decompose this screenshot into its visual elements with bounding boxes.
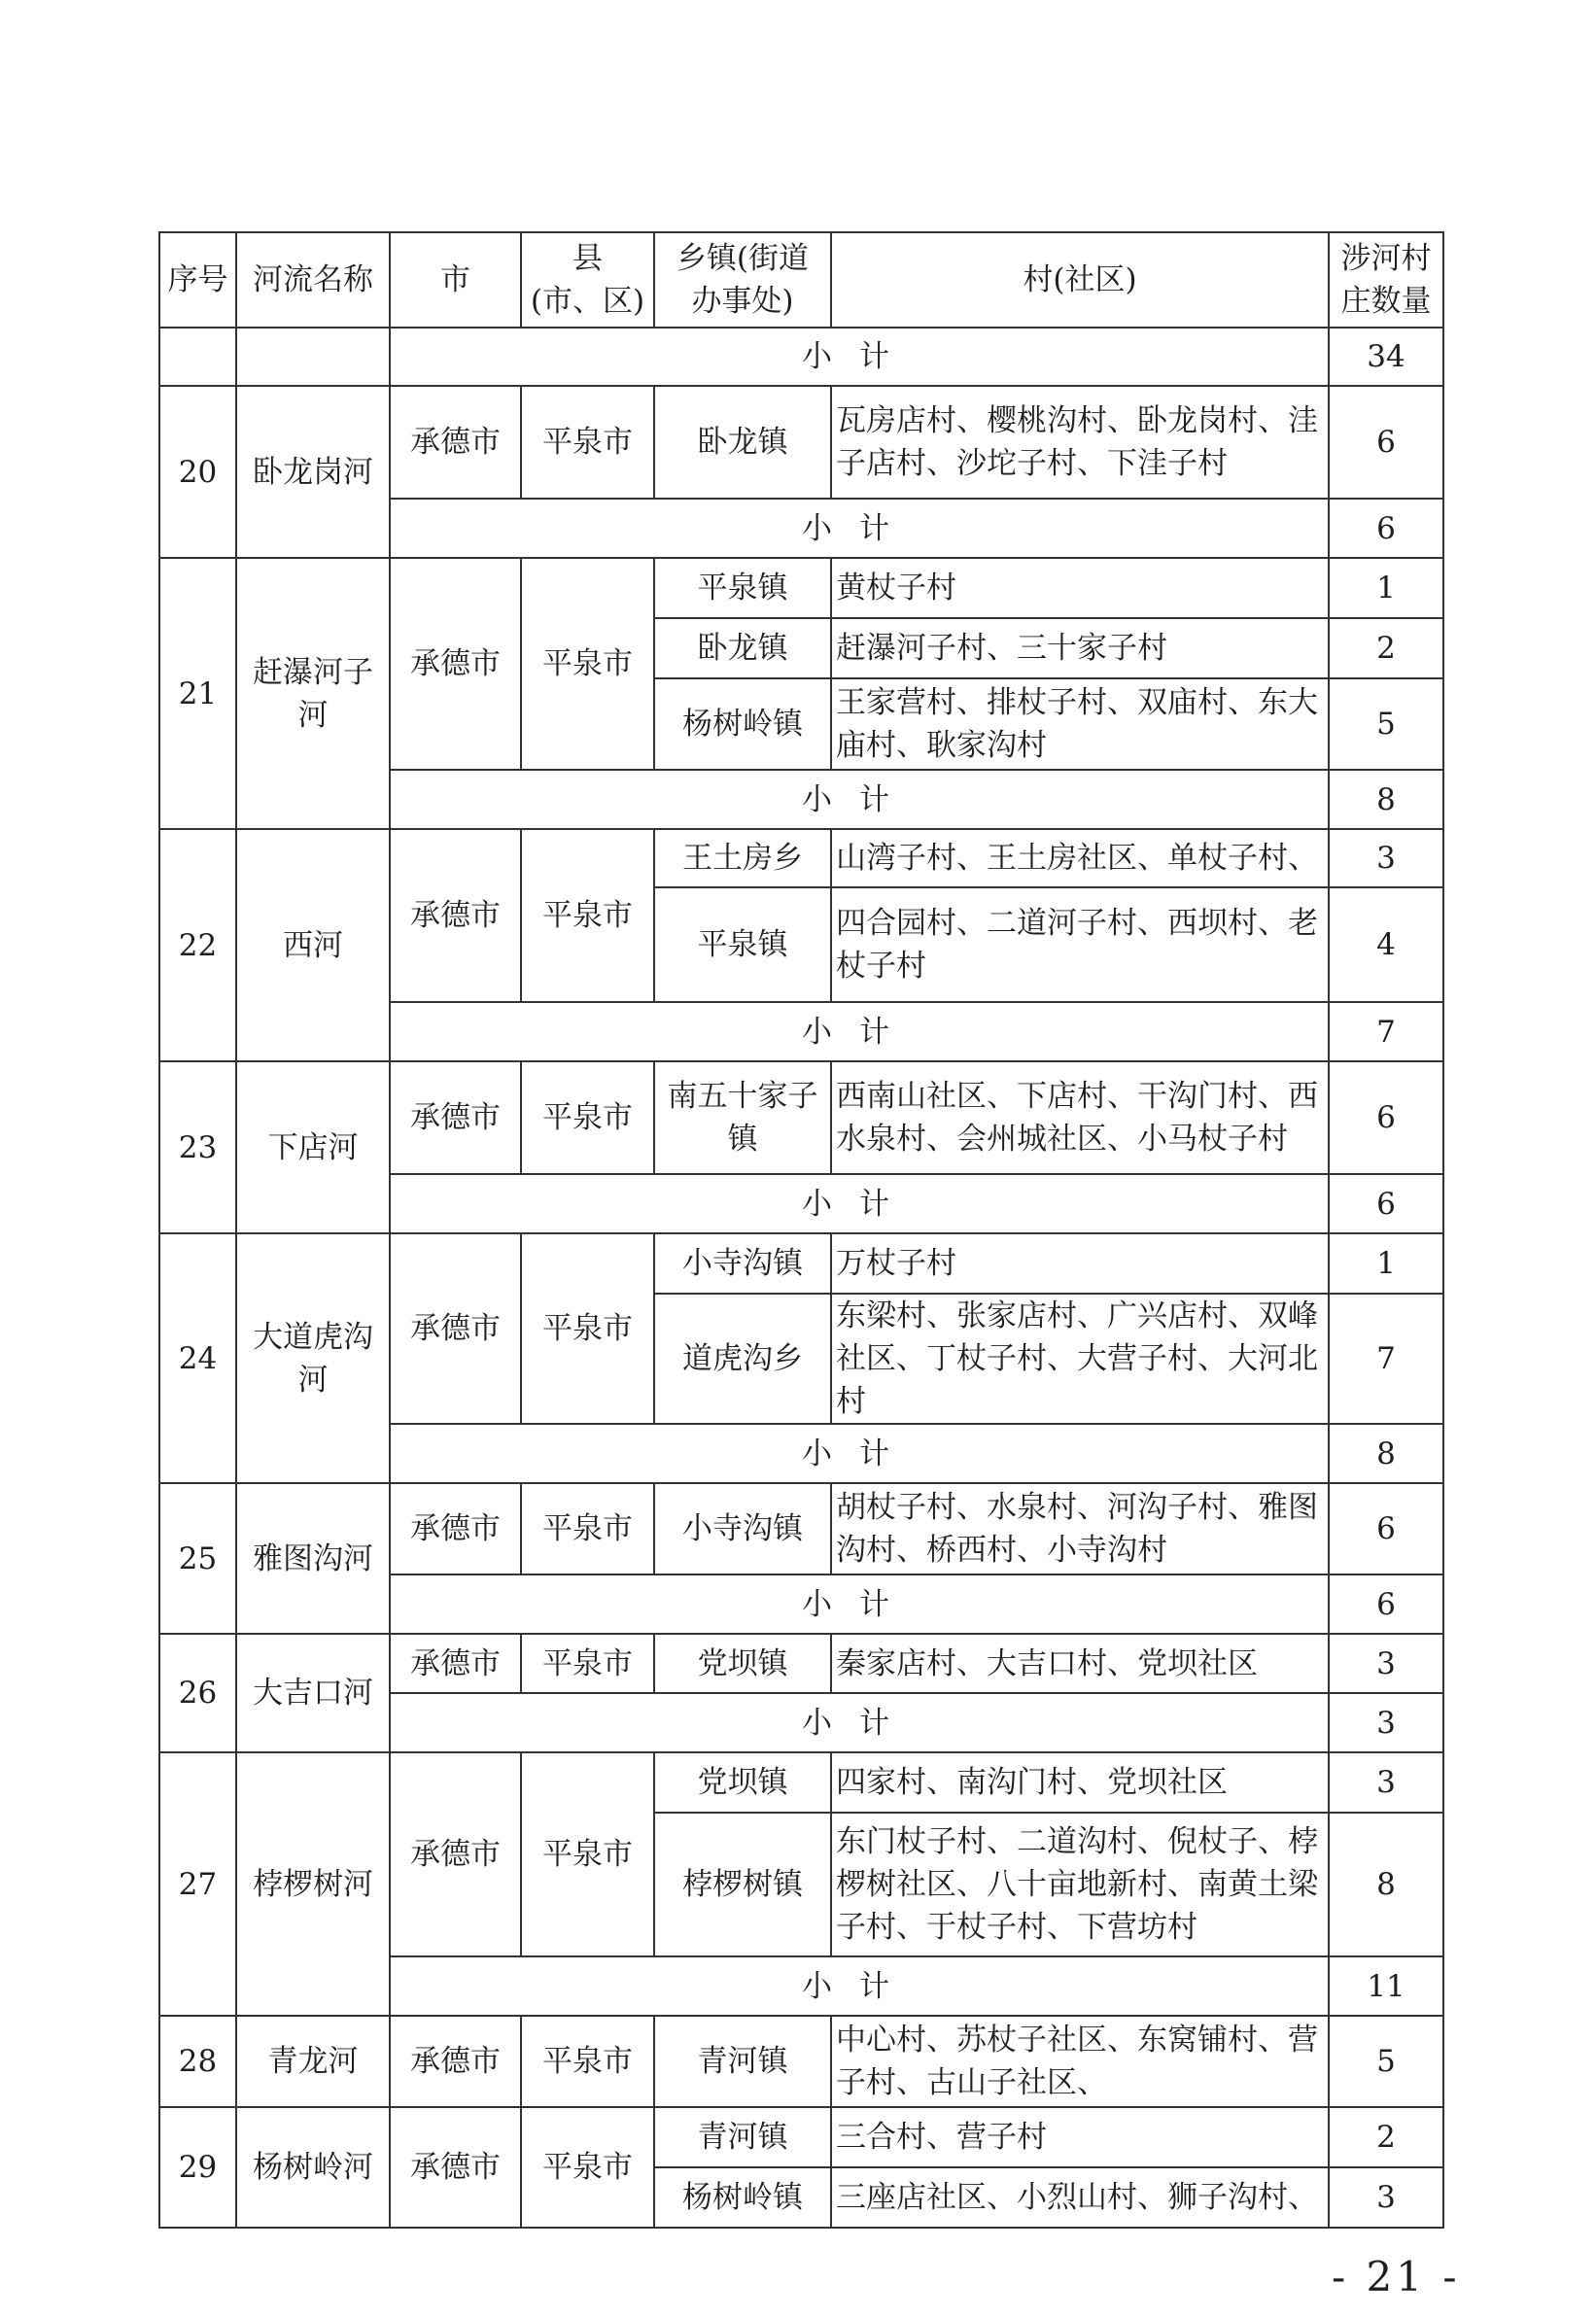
city-cell: 承德市 (390, 1061, 521, 1174)
town-cell: 平泉镇 (654, 558, 831, 618)
city-cell: 承德市 (390, 1752, 521, 1956)
header-count-line2: 庄数量 (1340, 284, 1432, 319)
river-no: 28 (159, 2016, 236, 2107)
count-cell: 3 (1329, 1634, 1443, 1693)
subtotal-value: 11 (1329, 1956, 1443, 2016)
river-name: 雅图沟河 (236, 1483, 390, 1634)
count-cell: 3 (1329, 1752, 1443, 1813)
city-cell: 承德市 (390, 558, 521, 770)
city-cell: 承德市 (390, 386, 521, 499)
villages-cell: 四家村、南沟门村、党坝社区 (831, 1752, 1329, 1813)
count-cell: 5 (1329, 678, 1443, 770)
table-row (159, 1483, 1443, 1574)
river-name: 大道虎沟河 (236, 1233, 390, 1483)
town-cell: 桲椤树镇 (654, 1813, 831, 1956)
town-cell: 卧龙镇 (654, 386, 831, 499)
count-cell: 3 (1329, 2167, 1443, 2228)
city-cell: 承德市 (390, 829, 521, 1002)
subtotal-label: 小计 (390, 1693, 1329, 1752)
header-county (521, 232, 654, 328)
river-name: 下店河 (236, 1061, 390, 1233)
header-count-line1: 涉河村 (1340, 241, 1432, 276)
villages-cell: 秦家店村、大吉口村、党坝社区 (831, 1634, 1329, 1693)
header-city: 市 (390, 232, 521, 328)
river-name: 桲椤树河 (236, 1752, 390, 2016)
table-row (159, 1634, 1443, 1693)
header-river: 河流名称 (236, 232, 390, 328)
header-county-line1: 县 (572, 241, 603, 276)
header-no: 序号 (159, 232, 236, 328)
table-row (159, 558, 1443, 618)
river-no: 20 (159, 386, 236, 558)
town-cell: 小寺沟镇 (654, 1233, 831, 1294)
river-name: 西河 (236, 829, 390, 1061)
header-county-line2: (市、区) (530, 284, 645, 319)
subtotal-value: 6 (1329, 1174, 1443, 1233)
count-cell: 6 (1329, 1483, 1443, 1574)
count-cell: 3 (1329, 829, 1443, 887)
villages-cell: 三合村、营子村 (831, 2107, 1329, 2167)
villages-cell: 胡杖子村、水泉村、河沟子村、雅图沟村、桥西村、小寺沟村 (831, 1483, 1329, 1574)
city-cell: 承德市 (390, 1233, 521, 1424)
county-cell: 平泉市 (521, 1061, 654, 1174)
river-no: 22 (159, 829, 236, 1061)
subtotal-value: 8 (1329, 1424, 1443, 1483)
county-cell: 平泉市 (521, 2016, 654, 2107)
table-row (159, 2107, 1443, 2167)
table-row (159, 1061, 1443, 1174)
header-row (159, 232, 1443, 328)
villages-cell: 四合园村、二道河子村、西坝村、老杖子村 (831, 887, 1329, 1002)
river-no: 27 (159, 1752, 236, 2016)
county-cell: 平泉市 (521, 829, 654, 1002)
subtotal-label: 小计 (390, 770, 1329, 829)
empty-river-cell (236, 328, 390, 386)
table-row (159, 386, 1443, 499)
river-no: 21 (159, 558, 236, 829)
header-village: 村(社区) (831, 232, 1329, 328)
header-town-line2: 办事处) (691, 284, 794, 319)
town-cell: 党坝镇 (654, 1752, 831, 1813)
villages-cell: 西南山社区、下店村、干沟门村、西水泉村、会州城社区、小马杖子村 (831, 1061, 1329, 1174)
count-cell: 6 (1329, 386, 1443, 499)
river-name: 大吉口河 (236, 1634, 390, 1752)
villages-cell: 三座店社区、小烈山村、狮子沟村、 (831, 2167, 1329, 2228)
county-cell: 平泉市 (521, 2107, 654, 2228)
river-no: 29 (159, 2107, 236, 2228)
subtotal-label: 小计 (390, 1002, 1329, 1061)
town-cell: 杨树岭镇 (654, 678, 831, 770)
river-no: 24 (159, 1233, 236, 1483)
header-town (654, 232, 831, 328)
town-cell: 卧龙镇 (654, 618, 831, 678)
count-cell: 7 (1329, 1294, 1443, 1424)
river-name: 赶瀑河子河 (236, 558, 390, 829)
count-cell: 2 (1329, 618, 1443, 678)
count-cell: 4 (1329, 887, 1443, 1002)
subtotal-value: 6 (1329, 1574, 1443, 1634)
count-cell: 5 (1329, 2016, 1443, 2107)
town-cell: 青河镇 (654, 2016, 831, 2107)
subtotal-value: 8 (1329, 770, 1443, 829)
villages-cell: 东梁村、张家店村、广兴店村、双峰社区、丁杖子村、大营子村、大河北村 (831, 1294, 1329, 1424)
city-cell: 承德市 (390, 2107, 521, 2228)
villages-cell: 东门杖子村、二道沟村、倪杖子、桲椤树社区、八十亩地新村、南黄土梁子村、于杖子村、下营坊村 (831, 1813, 1329, 1956)
city-cell: 承德市 (390, 1634, 521, 1693)
subtotal-label: 小计 (390, 499, 1329, 558)
subtotal-label: 小计 (390, 1424, 1329, 1483)
county-cell: 平泉市 (521, 386, 654, 499)
town-cell: 南五十家子镇 (654, 1061, 831, 1174)
county-cell: 平泉市 (521, 1483, 654, 1574)
town-cell: 王土房乡 (654, 829, 831, 887)
city-cell: 承德市 (390, 2016, 521, 2107)
county-cell: 平泉市 (521, 1233, 654, 1424)
subtotal-value: 34 (1329, 328, 1443, 386)
river-no: 23 (159, 1061, 236, 1233)
subtotal-value: 3 (1329, 1693, 1443, 1752)
subtotal-label: 小计 (390, 1574, 1329, 1634)
villages-cell: 王家营村、排杖子村、双庙村、东大庙村、耿家沟村 (831, 678, 1329, 770)
county-cell: 平泉市 (521, 558, 654, 770)
river-no: 25 (159, 1483, 236, 1634)
county-cell: 平泉市 (521, 1752, 654, 1956)
city-cell: 承德市 (390, 1483, 521, 1574)
table-row (159, 1752, 1443, 1813)
river-name: 杨树岭河 (236, 2107, 390, 2228)
subtotal-value: 6 (1329, 499, 1443, 558)
count-cell: 1 (1329, 558, 1443, 618)
header-town-line1: 乡镇(街道 (676, 241, 810, 276)
town-cell: 青河镇 (654, 2107, 831, 2167)
top-subtotal-row (159, 328, 1443, 386)
table-row (159, 1233, 1443, 1294)
town-cell: 党坝镇 (654, 1634, 831, 1693)
town-cell: 小寺沟镇 (654, 1483, 831, 1574)
subtotal-value: 7 (1329, 1002, 1443, 1061)
villages-cell: 瓦房店村、樱桃沟村、卧龙岗村、洼子店村、沙坨子村、下洼子村 (831, 386, 1329, 499)
subtotal-label: 小计 (390, 1956, 1329, 2016)
town-cell: 杨树岭镇 (654, 2167, 831, 2228)
count-cell: 6 (1329, 1061, 1443, 1174)
count-cell: 2 (1329, 2107, 1443, 2167)
villages-cell: 山湾子村、王土房社区、单杖子村、 (831, 829, 1329, 887)
county-cell: 平泉市 (521, 1634, 654, 1693)
town-cell: 平泉镇 (654, 887, 831, 1002)
town-cell: 道虎沟乡 (654, 1294, 831, 1424)
count-cell: 8 (1329, 1813, 1443, 1956)
villages-cell: 黄杖子村 (831, 558, 1329, 618)
river-name: 卧龙岗河 (236, 386, 390, 558)
header-count (1329, 232, 1443, 328)
river-village-table (158, 231, 1444, 2229)
table-row (159, 2016, 1443, 2107)
count-cell: 1 (1329, 1233, 1443, 1294)
table-row (159, 829, 1443, 887)
villages-cell: 赶瀑河子村、三十家子村 (831, 618, 1329, 678)
subtotal-label: 小计 (390, 1174, 1329, 1233)
villages-cell: 万杖子村 (831, 1233, 1329, 1294)
river-no: 26 (159, 1634, 236, 1752)
table-body (159, 328, 1443, 2228)
villages-cell: 中心村、苏杖子社区、东窝铺村、营子村、古山子社区、 (831, 2016, 1329, 2107)
page-number: - 21 - (1332, 2253, 1461, 2301)
subtotal-label: 小计 (390, 328, 1329, 386)
empty-no-cell (159, 328, 236, 386)
river-name: 青龙河 (236, 2016, 390, 2107)
